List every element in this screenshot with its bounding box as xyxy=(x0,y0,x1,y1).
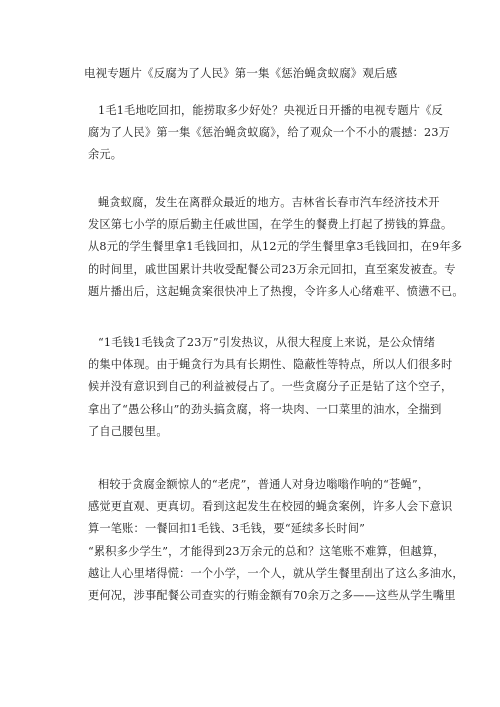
paragraph-line: “1毛钱1毛钱贪了23万”引发热议，从很大程度上来说，是公众情绪 xyxy=(98,336,436,349)
paragraph-4 xyxy=(88,474,464,607)
paragraph-line: 余元。 xyxy=(88,148,123,162)
paragraph-line: 蝇贪蚁腐，发生在离群众最近的地方。吉林省长春市汽车经济技术开 xyxy=(98,196,440,209)
paragraph-line: 的时间里，戚世国累计共收受配餐公司23万余元回扣，直至案发被查。专 xyxy=(88,262,456,276)
paragraph-line: 从8元的学生餐里拿1毛钱回扣，从12元的学生餐里拿3毛钱回扣，在9年多 xyxy=(88,240,463,254)
paragraph-line: 感觉更直观、更真切。看到这起发生在校园的蝇贪案例，许多人会下意识 xyxy=(88,500,453,514)
paragraph-line: 题片播出后，这起蝇贪案很快冲上了热搜，令许多人心绪难平、愤懑不已。 xyxy=(88,284,464,298)
paragraph-2 xyxy=(88,192,464,303)
paragraph-line: 1毛1毛地吃回扣，能捞取多少好处？央视近日开播的电视专题片《反 xyxy=(98,104,443,117)
paragraph-line: 越让人心里堵得慌：一个小学，一个人，就从学生餐里刮出了这么多油水， xyxy=(88,566,464,580)
paragraph-line: 了自己腰包里。 xyxy=(88,424,168,438)
paragraph-line: 更何况，涉事配餐公司查实的行贿金额有70余万之多——这些从学生嘴里 xyxy=(88,589,456,603)
paragraph-line: 腐为了人民》第一集《惩治蝇贪蚁腐》，给了观众一个不小的震撼：23万 xyxy=(88,126,451,140)
paragraph-line: 发区第七小学的原后勤主任戚世国，在学生的餐费上打起了捞钱的算盘。 xyxy=(88,218,453,232)
document-title: 电视专题片《反腐为了人民》第一集《惩治蝇贪蚁腐》观后感 xyxy=(84,66,398,80)
paragraph-1 xyxy=(88,100,451,167)
paragraph-line: 算一笔账：一餐回扣1毛钱、3毛钱，要“延续多长时间” xyxy=(88,522,366,536)
paragraph-line: 候并没有意识到自己的利益被侵占了。一些贪腐分子正是钻了这个空子， xyxy=(88,380,453,394)
paragraph-line: 的集中体现。由于蝇贪行为具有长期性、隐蔽性等特点，所以人们很多时 xyxy=(88,358,453,372)
paragraph-line: 相较于贪腐金额惊人的“老虎”，普通人对身边嗡嗡作响的“苍蝇”， xyxy=(98,478,430,491)
paragraph-3 xyxy=(88,332,453,443)
paragraph-line: “累积多少学生”，才能得到23万余元的总和？这笔账不难算，但越算， xyxy=(88,544,445,558)
paragraph-line: 拿出了“愚公移山”的劲头搞贪腐，将一块肉、一口菜里的油水，全揣到 xyxy=(88,402,442,416)
